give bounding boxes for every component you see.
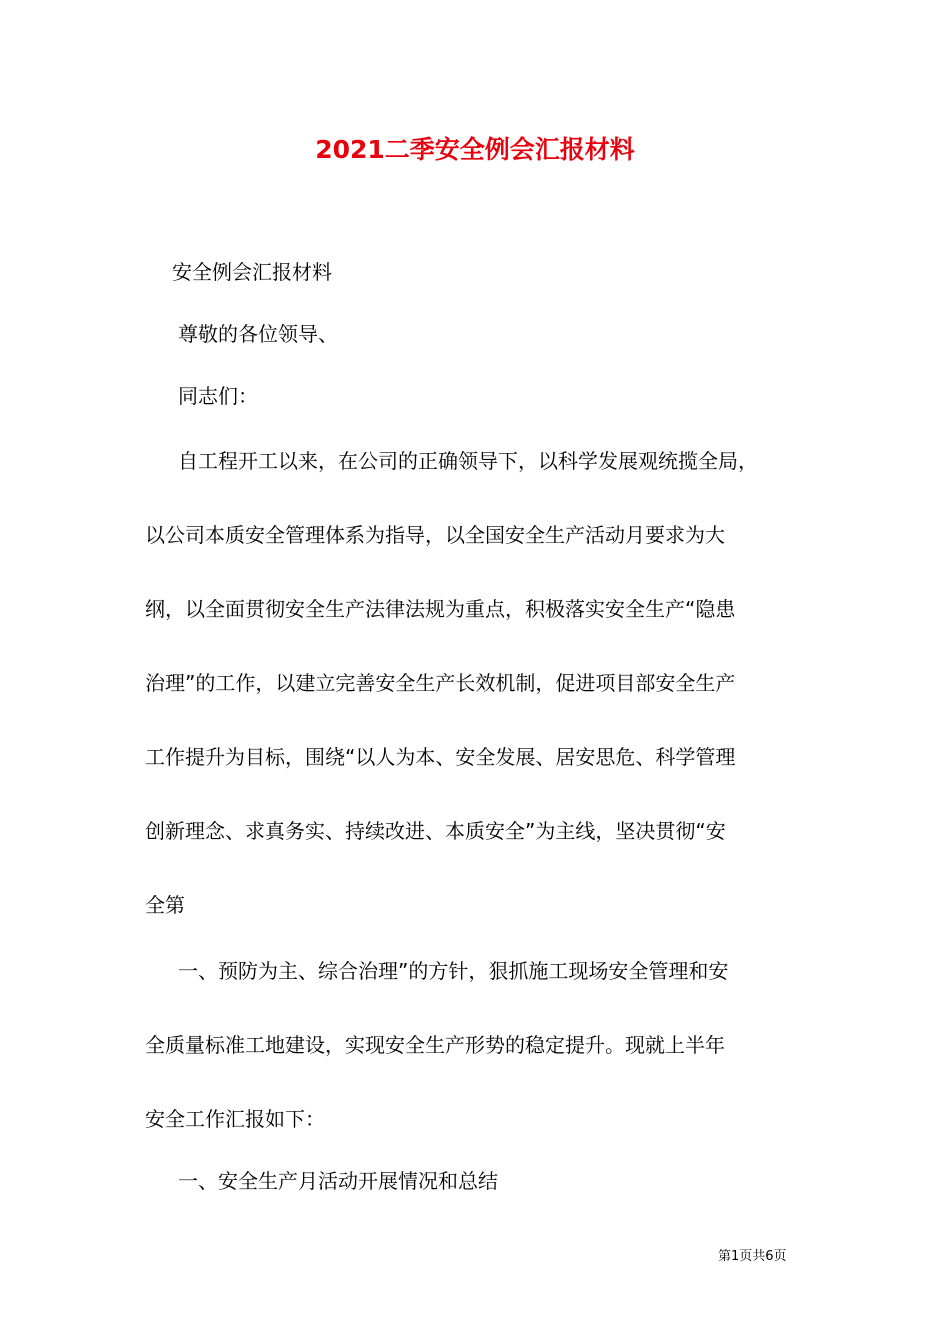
body-line-heading: 安全例会汇报材料 bbox=[172, 260, 332, 284]
body-line: 纲，以全面贯彻安全生产法律法规为重点，积极落实安全生产“隐患 bbox=[145, 597, 736, 621]
body-line: 自工程开工以来，在公司的正确领导下，以科学发展观统揽全局， bbox=[178, 449, 758, 473]
body-line: 创新理念、求真务实、持续改进、本质安全”为主线，坚决贯彻“安 bbox=[145, 819, 726, 843]
body-line: 安全工作汇报如下： bbox=[145, 1107, 325, 1131]
body-line: 治理”的工作，以建立完善安全生产长效机制，促进项目部安全生产 bbox=[145, 671, 736, 695]
page-number: 第1页共6页 bbox=[718, 1249, 787, 1264]
body-line-salutation: 同志们： bbox=[178, 384, 258, 408]
body-line: 以公司本质安全管理体系为指导，以全国安全生产活动月要求为大 bbox=[145, 523, 725, 547]
body-line-salutation: 尊敬的各位领导、 bbox=[178, 322, 338, 346]
body-line: 一、预防为主、综合治理”的方针，狠抓施工现场安全管理和安 bbox=[178, 959, 729, 983]
body-line: 工作提升为目标，围绕“以人为本、安全发展、居安思危、科学管理 bbox=[145, 745, 736, 769]
body-line: 全质量标准工地建设，实现安全生产形势的稳定提升。现就上半年 bbox=[145, 1033, 725, 1057]
section-heading: 一、安全生产月活动开展情况和总结 bbox=[178, 1169, 498, 1193]
document-title: 2021二季安全例会汇报材料 bbox=[315, 135, 635, 164]
body-line: 全第 bbox=[145, 893, 185, 917]
